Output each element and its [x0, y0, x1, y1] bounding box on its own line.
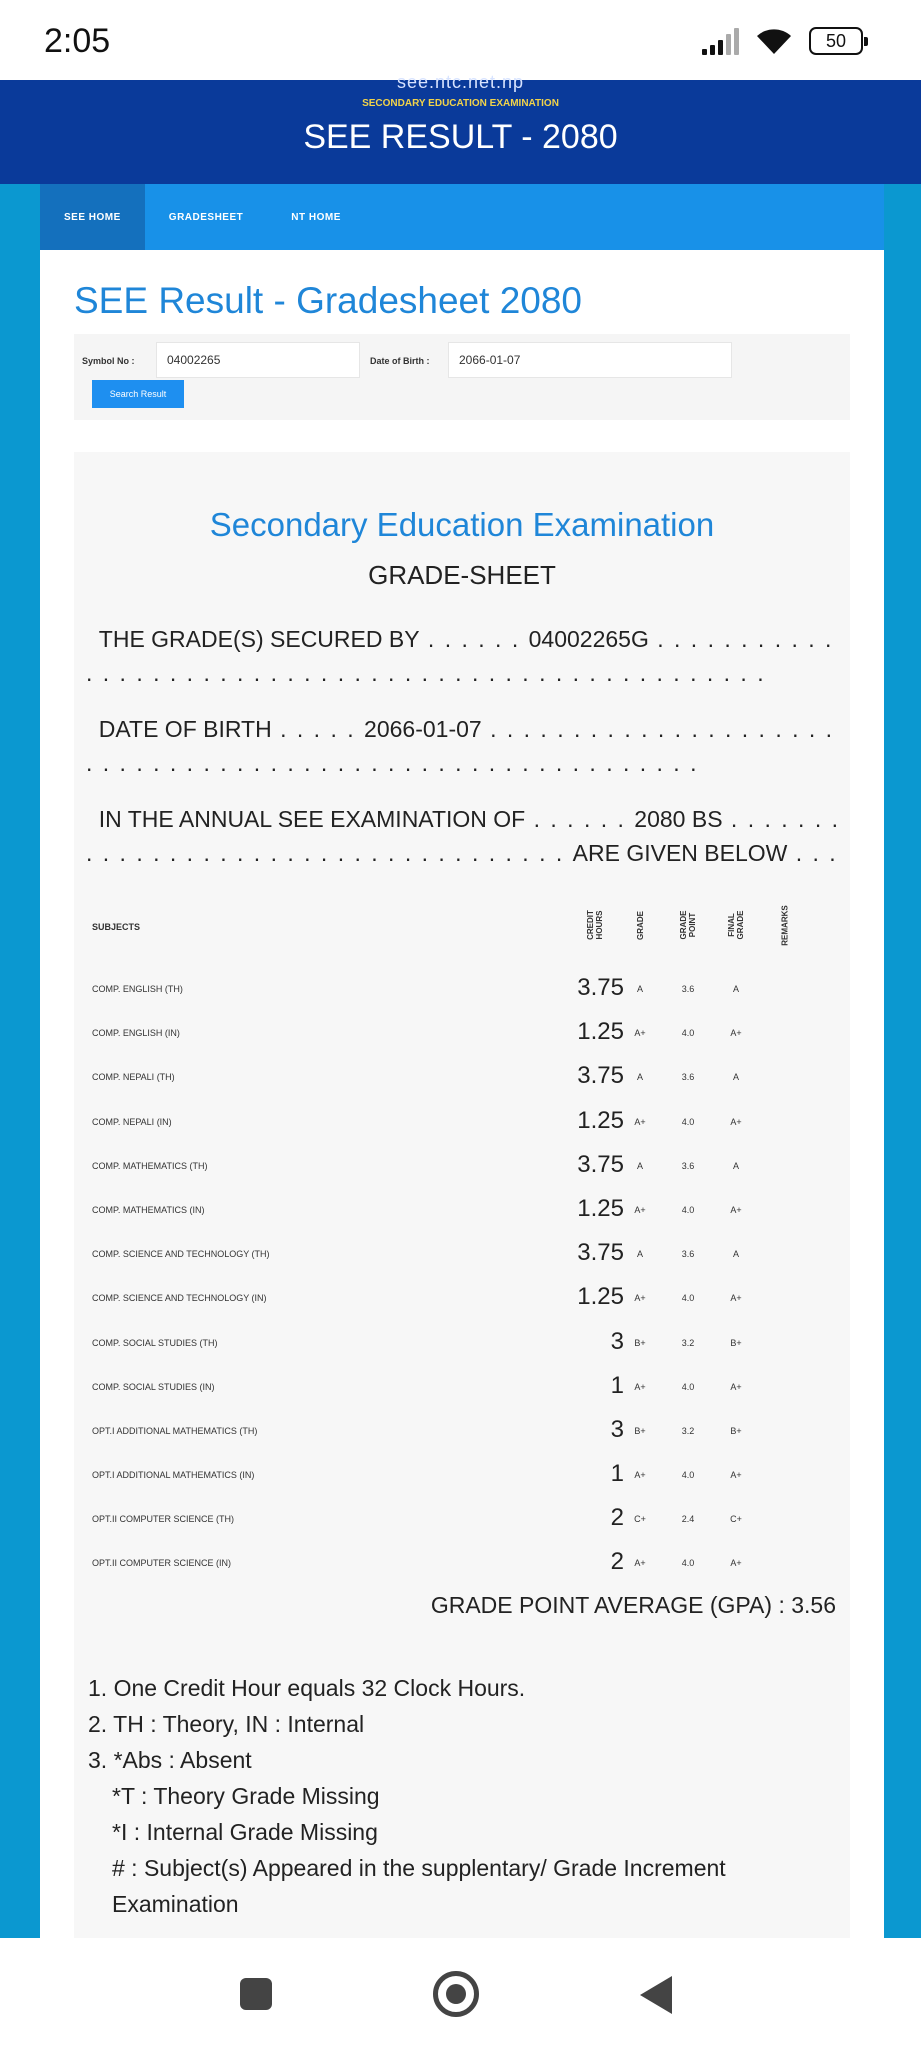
final-grade-cell: A+ [730, 1116, 742, 1127]
table-row [74, 968, 850, 1012]
symbol-input[interactable]: 04002265 [156, 342, 360, 378]
col-final-grade: FINAL GRADE [727, 910, 745, 940]
secured-value: 04002265G [528, 626, 649, 652]
exam-suffix: ARE GIVEN BELOW [572, 840, 788, 866]
grade-point-cell: 3.6 [681, 1072, 695, 1083]
grade-point-cell: 3.2 [681, 1337, 695, 1348]
grade-point-cell: 4.0 [681, 1381, 695, 1392]
subject-cell: COMP. NEPALI (TH) [92, 1072, 175, 1083]
note-item: *I : Internal Grade Missing [112, 1819, 378, 1845]
table-row [74, 1101, 850, 1145]
subject-cell: COMP. SOCIAL STUDIES (TH) [92, 1337, 218, 1348]
notes [88, 1670, 838, 1922]
nav-nt-home[interactable]: NT HOME [291, 211, 341, 223]
wifi-icon [755, 26, 793, 56]
table-row [74, 1189, 850, 1233]
nav-gradesheet[interactable]: GRADESHEET [168, 211, 244, 223]
system-nav-bar [0, 1938, 921, 2048]
symbol-label: Symbol No : [82, 356, 135, 366]
dob-value: 2066-01-07 [364, 716, 482, 742]
final-grade-cell: A+ [730, 1028, 742, 1039]
site-title: SEE RESULT - 2080 [303, 118, 618, 156]
note-item: # : Subject(s) Appeared in the supplentary/ Grade Increment Examination [112, 1855, 726, 1917]
grade-cell: A [636, 1160, 643, 1171]
exam-name: SECONDARY EDUCATION EXAMINATION [362, 98, 559, 109]
grade-cell: A+ [634, 1381, 646, 1392]
credit-hours-cell: 1.25 [577, 1194, 624, 1222]
subject-cell: COMP. ENGLISH (IN) [92, 1028, 180, 1039]
table-row [74, 1056, 850, 1100]
credit-hours-cell: 3 [610, 1415, 624, 1443]
grade-sheet [74, 452, 850, 1938]
credit-hours-cell: 3.75 [577, 1150, 624, 1178]
credit-hours-cell: 3.75 [577, 1239, 624, 1267]
page-title: SEE Result - Gradesheet 2080 [74, 280, 583, 321]
table-row [74, 1366, 850, 1410]
table-row [74, 1498, 850, 1542]
grade-cell: B+ [634, 1425, 646, 1436]
grade-point-cell: 4.0 [681, 1558, 695, 1569]
subject-cell: OPT.I ADDITIONAL MATHEMATICS (TH) [92, 1425, 258, 1436]
credit-hours-cell: 1.25 [577, 1106, 624, 1134]
gpa: GRADE POINT AVERAGE (GPA) : 3.56 [430, 1592, 836, 1618]
credit-hours-cell: 1 [610, 1460, 624, 1488]
secured-prefix: THE GRADE(S) SECURED BY [98, 626, 420, 652]
search-form [74, 334, 850, 420]
subject-cell: OPT.II COMPUTER SCIENCE (TH) [92, 1514, 235, 1525]
grade-cell: A+ [634, 1558, 646, 1569]
final-grade-cell: B+ [730, 1337, 742, 1348]
recents-icon[interactable] [240, 1978, 272, 2010]
final-grade-cell: A+ [730, 1204, 742, 1215]
exam-prefix: IN THE ANNUAL SEE EXAMINATION OF [98, 806, 526, 832]
table-row [74, 1233, 850, 1277]
credit-hours-cell: 2 [610, 1504, 624, 1532]
content-card [40, 250, 884, 1938]
grade-cell: A+ [634, 1028, 646, 1039]
final-grade-cell: B+ [730, 1425, 742, 1436]
grade-cell: A+ [634, 1293, 646, 1304]
battery-icon: 50 [809, 27, 863, 55]
note-item: *T : Theory Grade Missing [112, 1783, 380, 1809]
status-icons [702, 26, 863, 56]
col-subjects: SUBJECTS [92, 922, 141, 932]
subject-cell: COMP. MATHEMATICS (IN) [92, 1204, 205, 1215]
dob-prefix: DATE OF BIRTH [98, 716, 272, 742]
sheet-subtitle: GRADE-SHEET [368, 560, 556, 590]
signal-icon [702, 27, 739, 55]
col-grade: GRADE [635, 910, 645, 940]
dob-label: Date of Birth : [370, 356, 430, 366]
grade-point-cell: 3.6 [681, 984, 695, 994]
grade-point-cell: 4.0 [681, 1204, 695, 1215]
credit-hours-cell: 1.25 [577, 1283, 624, 1311]
subject-cell: COMP. ENGLISH (TH) [92, 984, 183, 994]
site-domain: see.ntc.net.np [396, 72, 525, 92]
dob-input[interactable]: 2066-01-07 [448, 342, 732, 378]
grade-cell: A+ [634, 1470, 646, 1481]
credit-hours-cell: 3.75 [577, 1062, 624, 1090]
note-item: 1. One Credit Hour equals 32 Clock Hours. [88, 1675, 526, 1701]
col-remarks: REMARKS [780, 904, 790, 946]
credit-hours-cell: 1.25 [577, 1018, 624, 1046]
grade-point-cell: 3.6 [681, 1160, 695, 1171]
home-icon[interactable] [433, 1971, 479, 2017]
grade-point-cell: 2.4 [681, 1514, 695, 1525]
grade-cell: A+ [634, 1204, 646, 1215]
table-row [74, 1454, 850, 1498]
dob-line: DATE OF BIRTH . . . . . 2066-01-07 . . . . . . . . . . . . . . . . . . . . . . . . . . . . . . . . . . . . . . . . . . . . . . . . . . . . . . . . . . [86, 716, 835, 776]
table-row [74, 1410, 850, 1454]
secured-by-line: THE GRADE(S) SECURED BY . . . . . . 04002265G . . . . . . . . . . . . . . . . . . . . . . . . . . . . . . . . . . . . . . . . . . . . . . . . . . . . [86, 626, 834, 686]
grade-point-cell: 3.2 [681, 1425, 695, 1436]
credit-hours-cell: 2 [610, 1548, 624, 1576]
back-icon[interactable] [640, 1976, 672, 2014]
exam-line: IN THE ANNUAL SEE EXAMINATION OF . . . . . . 2080 BS . . . . . . . . . . . . . . . . . . . . . . . . . . . . . . . . . . . . ARE GIVEN BELOW . . . [86, 806, 841, 866]
table-row [74, 1542, 850, 1586]
exam-value: 2080 BS [634, 806, 723, 832]
subject-cell: COMP. SOCIAL STUDIES (IN) [92, 1381, 215, 1392]
main-nav [40, 184, 884, 250]
final-grade-cell: A [732, 984, 739, 994]
final-grade-cell: C+ [730, 1514, 742, 1525]
grade-cell: A [636, 1072, 643, 1083]
status-time: 2:05 [44, 22, 111, 60]
table-row [74, 1145, 850, 1189]
table-row [74, 1012, 850, 1056]
note-item: 2. TH : Theory, IN : Internal [88, 1711, 365, 1737]
final-grade-cell: A+ [730, 1293, 742, 1304]
search-result-button[interactable]: Search Result [92, 380, 184, 408]
subject-cell: COMP. SCIENCE AND TECHNOLOGY (IN) [92, 1293, 267, 1304]
table-row [74, 1277, 850, 1321]
grade-point-cell: 3.6 [681, 1249, 695, 1260]
credit-hours-cell: 3 [610, 1327, 624, 1355]
credit-hours-cell: 3.75 [577, 974, 624, 1001]
note-item: 3. *Abs : Absent [88, 1747, 252, 1773]
grade-cell: A [636, 984, 643, 994]
final-grade-cell: A+ [730, 1470, 742, 1481]
subject-cell: COMP. NEPALI (IN) [92, 1116, 172, 1127]
grade-cell: C+ [634, 1514, 646, 1525]
final-grade-cell: A [732, 1160, 739, 1171]
final-grade-cell: A+ [730, 1381, 742, 1392]
grade-cell: B+ [634, 1337, 646, 1348]
site-header [0, 72, 921, 184]
subject-cell: OPT.I ADDITIONAL MATHEMATICS (IN) [92, 1470, 255, 1481]
final-grade-cell: A+ [730, 1558, 742, 1569]
grade-point-cell: 4.0 [681, 1116, 695, 1127]
grade-cell: A [636, 1249, 643, 1260]
col-grade-point: GRADE POINT [679, 910, 697, 940]
grade-table [74, 968, 850, 1587]
col-credit-hours: CREDIT HOURS [586, 910, 604, 940]
final-grade-cell: A [732, 1249, 739, 1260]
subject-cell: COMP. SCIENCE AND TECHNOLOGY (TH) [92, 1249, 270, 1260]
nav-see-home[interactable]: SEE HOME [40, 184, 145, 250]
sheet-title: Secondary Education Examination [209, 506, 715, 543]
grade-point-cell: 4.0 [681, 1293, 695, 1304]
status-bar [0, 0, 921, 80]
subject-cell: OPT.II COMPUTER SCIENCE (IN) [92, 1558, 232, 1569]
subject-cell: COMP. MATHEMATICS (TH) [92, 1160, 208, 1171]
grade-point-cell: 4.0 [681, 1028, 695, 1039]
table-row [74, 1322, 850, 1366]
grade-cell: A+ [634, 1116, 646, 1127]
credit-hours-cell: 1 [610, 1371, 624, 1399]
grade-point-cell: 4.0 [681, 1470, 695, 1481]
final-grade-cell: A [732, 1072, 739, 1083]
